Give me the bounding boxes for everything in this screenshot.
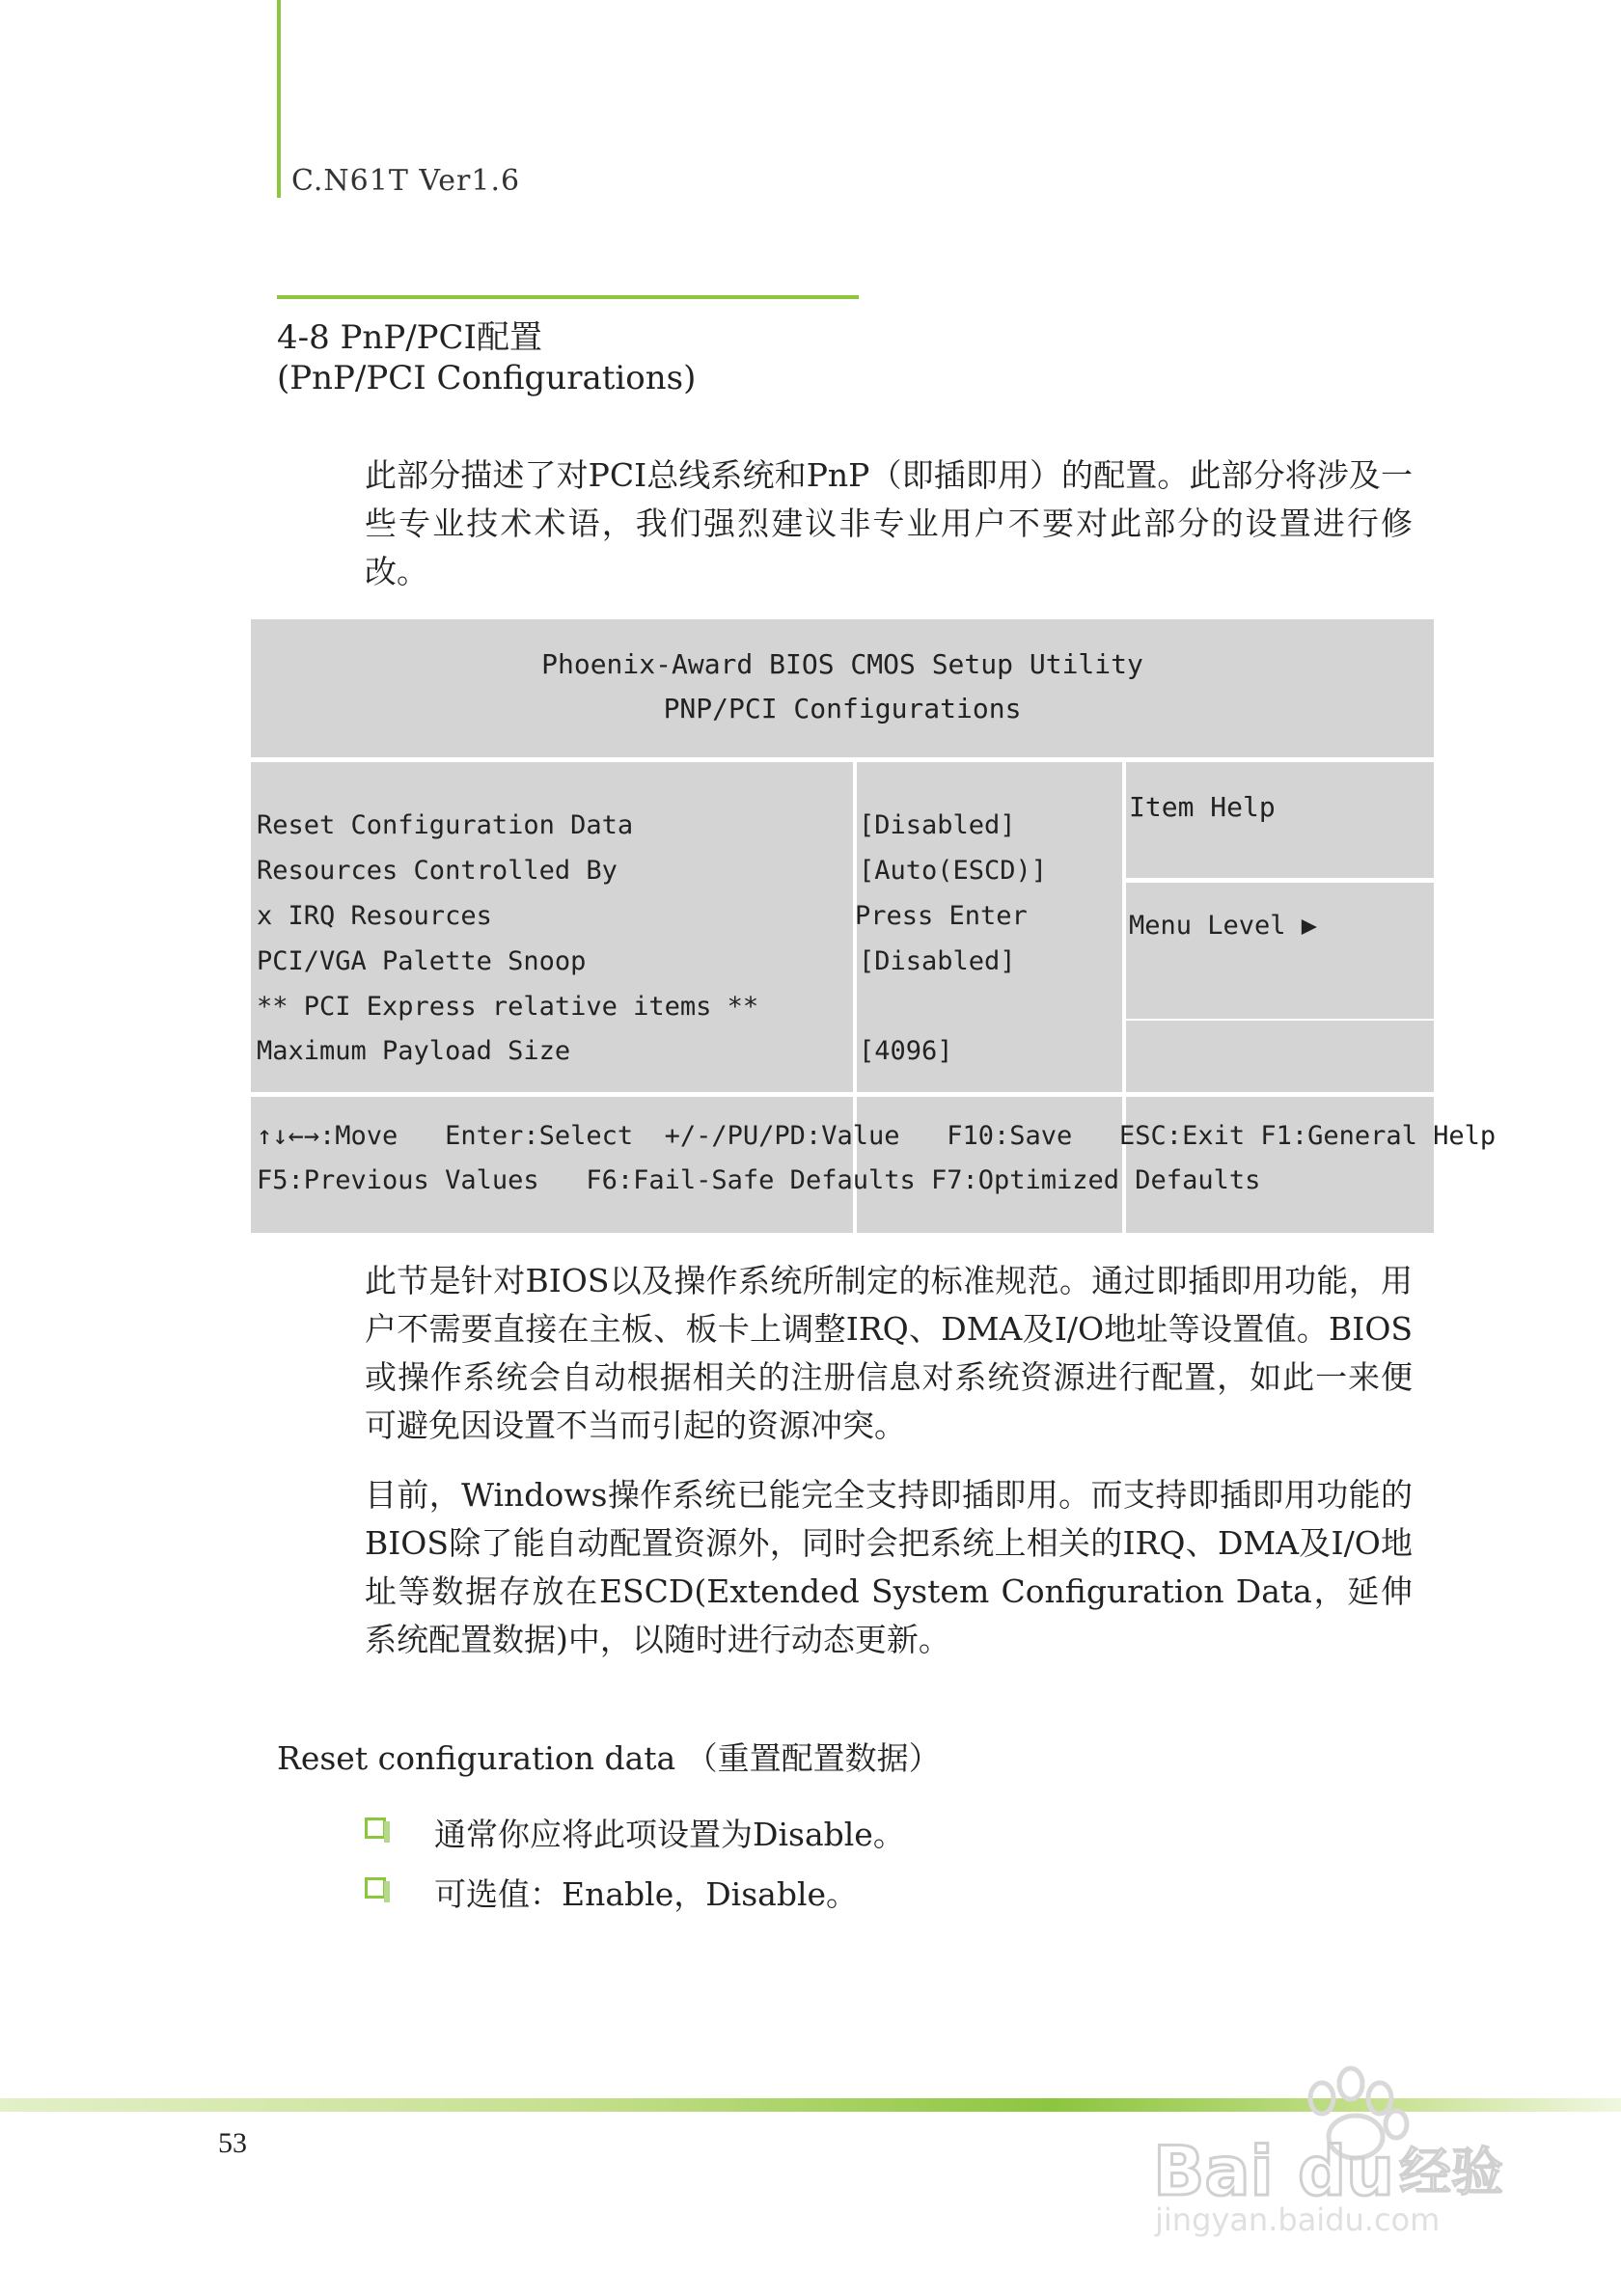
bios-footer-keys-2: F5:Previous Values F6:Fail-Safe Defaults F7:Optimized Defaults	[257, 1165, 1261, 1195]
bios-divider-col2	[1122, 762, 1126, 1233]
bios-header	[251, 619, 1434, 754]
bios-help-divider	[1126, 878, 1434, 883]
bios-title: Phoenix-Award BIOS CMOS Setup Utility	[541, 648, 1143, 680]
bios-item-max-payload[interactable]: Maximum Payload Size	[257, 1036, 571, 1066]
subsection-title: Reset configuration data （重置配置数据）	[277, 1739, 941, 1777]
bios-divider-top	[251, 757, 1434, 762]
svg-text:经验: 经验	[1399, 2142, 1503, 2202]
intro-paragraph: 此部分描述了对PCI总线系统和PnP（即插即用）的配置。此部分将涉及一些专业技术术语，我们强烈建议非专业用户不要对此部分的设置进行修改。	[365, 456, 1413, 590]
svg-text:Bai: Bai	[1153, 2132, 1274, 2211]
svg-text:jingyan.baidu.com: jingyan.baidu.com	[1155, 2201, 1441, 2238]
section-divider	[277, 295, 859, 299]
paragraph-windows-pnp: 目前，Windows操作系统已能完全支持即插即用。而支持即插即用功能的BIOS除了能自动配置资源外，同时会把系统上相关的IRQ、DMA及I/O地址等数据存放在ESCD(Extended System Configuration Data，延伸系统配置数据)中，以随时进行动态更新。	[365, 1476, 1413, 1658]
bios-screen	[251, 619, 1497, 1233]
bios-value-irq-resources[interactable]: Press Enter	[855, 901, 1028, 931]
checkbox-bullet-icon	[365, 1877, 386, 1899]
section-subtitle: (PnP/PCI Configurations)	[277, 359, 697, 397]
bios-menu-level: Menu Level ▶	[1129, 911, 1318, 941]
header-version: C.N61T Ver1.6	[291, 164, 521, 198]
bullet-text: 通常你应将此项设置为Disable。	[434, 1816, 905, 1853]
bios-item-pcie-header: ** PCI Express relative items **	[257, 992, 759, 1022]
bios-item-help-title: Item Help	[1129, 791, 1276, 823]
bios-divider-bottom	[251, 1092, 1434, 1097]
checkbox-bullet-icon	[365, 1818, 386, 1839]
bios-subtitle: PNP/PCI Configurations	[663, 693, 1022, 724]
bios-value-resources-controlled[interactable]: [Auto(ESCD)]	[859, 856, 1048, 886]
bios-item-resources-controlled[interactable]: Resources Controlled By	[257, 856, 618, 886]
baidu-watermark-icon	[1143, 2045, 1529, 2238]
header-accent-line	[277, 0, 281, 198]
section-title: 4-8 PnP/PCI配置	[277, 318, 542, 357]
bios-divider-col1	[853, 762, 857, 1233]
bios-value-max-payload[interactable]: [4096]	[859, 1036, 953, 1066]
bios-item-palette-snoop[interactable]: PCI/VGA Palette Snoop	[257, 946, 587, 976]
bios-item-reset-config[interactable]: Reset Configuration Data	[257, 810, 634, 840]
bios-value-reset-config[interactable]: [Disabled]	[859, 810, 1016, 840]
bios-footer-keys-1: ↑↓←→:Move Enter:Select +/-/PU/PD:Value F10:Save ESC:Exit F1:General Help	[257, 1121, 1497, 1151]
svg-text:du: du	[1298, 2132, 1394, 2211]
page-number: 53	[218, 2127, 247, 2159]
paragraph-bios-standard: 此节是针对BIOS以及操作系统所制定的标准规范。通过即插即用功能，用户不需要直接在主板、板卡上调整IRQ、DMA及I/O地址等设置值。BIOS或操作系统会自动根据相关的注册信息对系统资源进行配置，如此一来便可避免因设置不当而引起的资源冲突。	[365, 1262, 1413, 1444]
bios-item-irq-resources[interactable]: x IRQ Resources	[257, 901, 492, 931]
bullet-text: 可选值：Enable，Disable。	[434, 1875, 859, 1913]
bios-help-divider-2	[1126, 1019, 1434, 1021]
bios-value-palette-snoop[interactable]: [Disabled]	[859, 946, 1016, 976]
